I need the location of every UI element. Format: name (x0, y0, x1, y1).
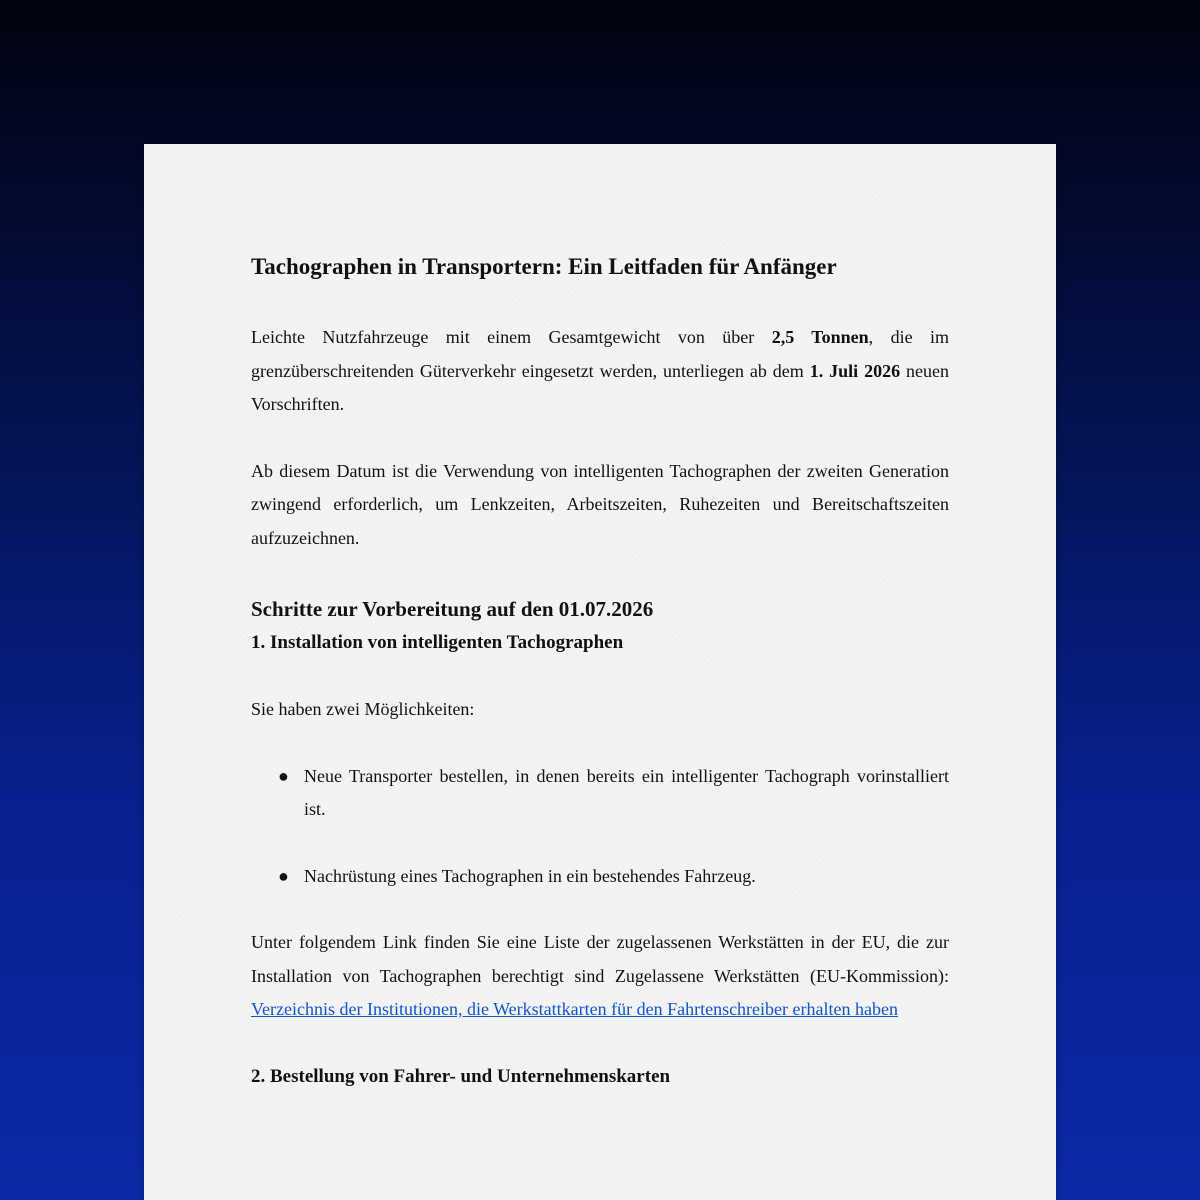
intro-paragraph-2: Ab diesem Datum ist die Verwendung von intelligenten Tachographen der zweiten Generation zwingend erforderlich, um Lenkzeiten, Arbeitszeiten, Ruhezeiten und Bereitschaftszeiten aufzuzeichnen. (251, 460, 949, 548)
bullet-icon: ● (278, 765, 289, 786)
workshops-text: Unter folgendem Link finden Sie eine Liste der zugelassenen Werkstätten in der EU, die zur Installation von Tachographen berechtigt sind Zugelassene Werkstätten (EU-Kommission): (251, 932, 949, 986)
document-title: Tachographen in Transportern: Ein Leitfaden für Anfänger (251, 254, 837, 279)
document-content (251, 250, 949, 1094)
intro-text-c: neuen Vorschriften. (251, 360, 950, 414)
date-highlight: 1. Juli 2026 (809, 360, 901, 381)
options-list (251, 760, 949, 894)
document-page (144, 144, 1056, 1200)
workshops-paragraph (251, 926, 949, 1027)
weight-highlight: 2,5 Tonnen (771, 327, 869, 347)
bullet-icon: ● (278, 865, 289, 886)
step2-heading: 2. Bestellung von Fahrer- und Unternehmenskarten (251, 1065, 671, 1087)
list-item (251, 760, 949, 827)
list-item (251, 860, 949, 894)
section-heading: Schritte zur Vorbereitung auf den 01.07.2026 (251, 597, 654, 621)
list-item-text: Nachrüstung eines Tachographen in ein bestehendes Fahrzeug. (304, 865, 756, 886)
intro-text-b: , die im grenzüberschreitenden Güterverkehr eingesetzt werden, unterliegen ab dem (251, 327, 949, 381)
step1-heading: 1. Installation von intelligenten Tachographen (251, 632, 624, 653)
list-item-text: Neue Transporter bestellen, in denen bereits ein intelligenter Tachograph vorinstalliert ist. (304, 765, 949, 819)
workshop-directory-link[interactable]: Verzeichnis der Institutionen, die Werkstattkarten für den Fahrtenschreiber erhalten haben (251, 999, 898, 1019)
intro-paragraph-1 (251, 321, 949, 422)
step1-intro: Sie haben zwei Möglichkeiten: (251, 699, 475, 719)
intro-text-a: Leichte Nutzfahrzeuge mit einem Gesamtgewicht von über (251, 327, 772, 347)
